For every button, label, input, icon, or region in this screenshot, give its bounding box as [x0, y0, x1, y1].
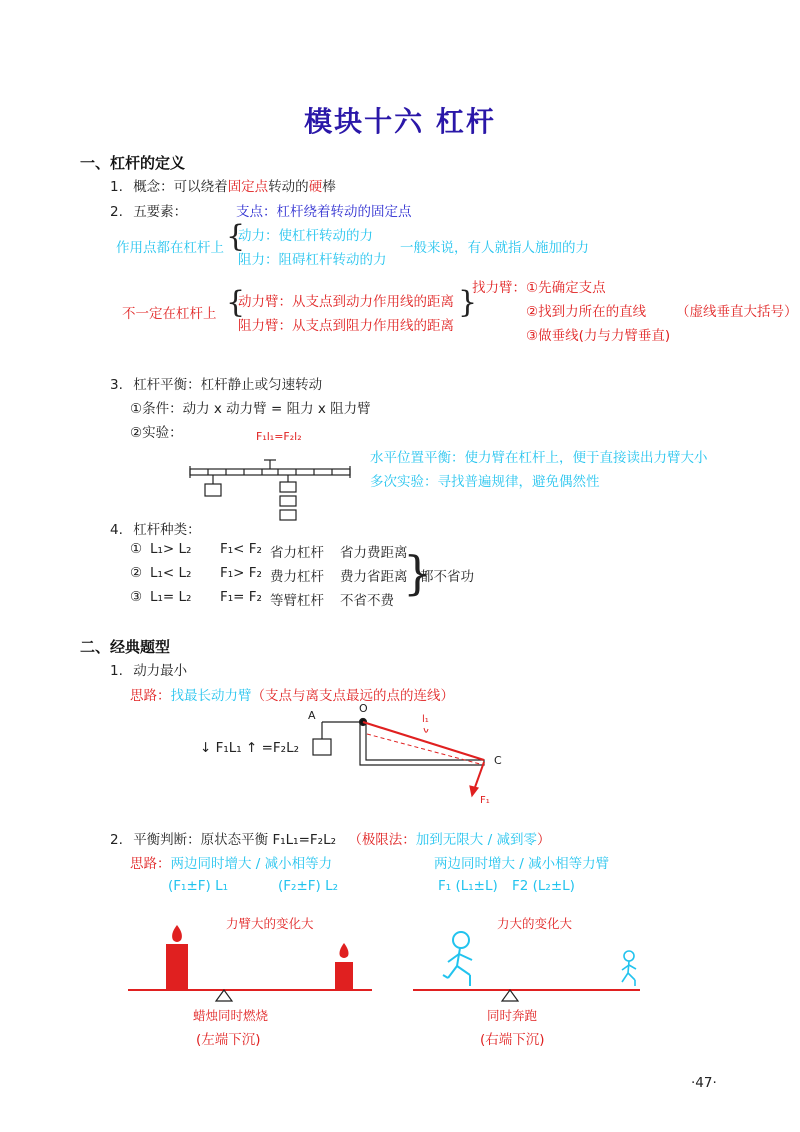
right-candle: [335, 962, 353, 990]
right-diagram-title: 力大的变化大: [497, 916, 573, 931]
find-arm-step1: ①先确定支点: [526, 280, 606, 296]
concept-fixed-point: 固定点: [227, 179, 269, 195]
item-number: 3.: [110, 377, 123, 393]
power-definition: 动力：使杠杆转动的力: [238, 228, 373, 244]
candle-lever-diagram: [128, 925, 372, 1001]
item-number: 4.: [110, 522, 123, 538]
arm-note: 不一定在杠杆上: [122, 306, 217, 322]
balance-condition: ①条件：动力 x 动力臂 = 阻力 x 阻力臂: [130, 401, 371, 417]
row-desc: 省力费距离: [340, 545, 408, 561]
item-number: 1.: [110, 179, 123, 195]
hanging-weight: [313, 739, 331, 755]
no-work-saving: 都不省功: [420, 569, 474, 585]
power-arm-definition: 动力臂：从支点到动力作用线的距离: [238, 294, 454, 310]
force-point-note: 作用点都在杠杆上: [116, 240, 224, 256]
right-f2-expression: F2 (L₂±L): [512, 878, 575, 894]
left-f2-expression: (F₂±F) L₂: [278, 878, 339, 894]
row-number: ①: [130, 541, 143, 557]
row-force: F₁< F₂: [220, 541, 262, 557]
resistance-arm-definition: 阻力臂：从支点到阻力作用线的距离: [238, 318, 454, 334]
lever-bar: [190, 469, 350, 475]
point-a-label: A: [308, 709, 316, 722]
left-weight: [205, 484, 221, 496]
force-f1-arrow: [474, 762, 484, 790]
runner-fulcrum: [502, 990, 518, 1001]
row-force: F₁= F₂: [220, 589, 262, 605]
fulcrum-text: 支点：杠杆绕着转动的固定点: [236, 204, 412, 220]
row-desc: 费力省距离: [340, 569, 408, 585]
row-number: ②: [130, 565, 143, 581]
idea-text: 找最长动力臂: [170, 688, 252, 704]
page-title: 模块十六 杠杆: [304, 105, 496, 138]
section-heading-definition: 一、杠杆的定义: [80, 154, 186, 172]
left-diagram-caption: 蜡烛同时燃烧: [193, 1008, 269, 1023]
brace-arms-right: }: [458, 285, 478, 320]
min-force-text: 动力最小: [133, 663, 188, 679]
right-runner-icon: [622, 951, 636, 986]
experiment-lever-diagram: [190, 460, 350, 520]
general-note: 一般来说，有人就指人施加的力: [400, 240, 589, 256]
resistance-definition: 阻力：阻碍杠杆转动的力: [238, 252, 387, 268]
point-c-label: C: [494, 754, 502, 767]
item-number: 2.: [110, 204, 123, 220]
balance-experiment: ②实验：: [130, 425, 183, 441]
left-diagram-title: 力臂大的变化大: [226, 916, 314, 931]
left-candle: [166, 944, 188, 990]
balance-judge-text: 平衡判断：原状态平衡 F₁L₁=F₂L₂: [133, 832, 337, 848]
limit-text: 加到无限大 / 减到零: [415, 832, 537, 848]
right-diagram-caption: 同时奔跑: [487, 1008, 538, 1023]
right-weight-3: [280, 510, 296, 520]
row-type: 等臂杠杆: [270, 593, 324, 609]
experiment-note-horizontal: 水平位置平衡：使力臂在杠杆上，便于直接读出力臂大小: [370, 450, 708, 466]
row-type: 省力杠杆: [270, 545, 324, 561]
candle-fulcrum: [216, 990, 232, 1001]
lever-types-text: 杠杆种类：: [133, 522, 201, 538]
concept-suffix: 棒: [322, 179, 336, 195]
left-diagram-result: (左端下沉): [196, 1032, 261, 1048]
experiment-note-repeat: 多次实验：寻找普遍规律，避免偶然性: [370, 474, 600, 490]
find-arm-label: 找力臂：: [472, 280, 526, 296]
find-arm-step3: ③做垂线(力与力臂垂直): [526, 328, 671, 344]
balance-text: 杠杆平衡：杠杆静止或匀速转动: [133, 377, 323, 393]
row-desc: 不省不费: [340, 593, 394, 609]
five-elements-text: 五要素：: [133, 204, 188, 220]
brace-forces: {: [226, 219, 246, 254]
left-flame-icon: [172, 925, 182, 942]
limit-close: ）: [536, 832, 551, 848]
right-diagram-result: (右端下沉): [480, 1032, 545, 1048]
min-force-diagram: [313, 719, 484, 797]
left-idea: 两边同时增大 / 减小相等力: [170, 856, 333, 872]
right-f1-expression: F₁ (L₁±L): [438, 878, 498, 894]
concept-hard: 硬: [308, 179, 323, 195]
row-type: 费力杠杆: [270, 569, 324, 585]
limit-label: 极限法：: [361, 832, 416, 848]
right-idea: 两边同时增大 / 减小相等力臂: [434, 856, 610, 872]
force-f1-label: F₁: [480, 795, 490, 806]
row-force: F₁> F₂: [220, 565, 262, 581]
experiment-formula: F₁l₁=F₂l₂: [256, 430, 302, 443]
left-f1-expression: (F₁±F) L₁: [168, 878, 229, 894]
arm-l1-label: l₁: [422, 714, 429, 725]
find-arm-step2: ②找到力所在的直线: [526, 304, 647, 320]
brace-types: }: [403, 546, 433, 600]
section-heading-problems: 二、经典题型: [80, 638, 171, 656]
row-number: ③: [130, 589, 143, 605]
min-force-formula: ↓ F₁L₁ ↑ =F₂L₂: [200, 740, 300, 756]
idea-label: 思路：: [130, 688, 171, 704]
point-o-label: O: [359, 702, 368, 715]
row-arm: L₁> L₂: [150, 541, 192, 557]
runner-lever-diagram: [413, 932, 640, 1001]
row-arm: L₁= L₂: [150, 589, 192, 605]
page-number: ·47·: [691, 1075, 717, 1091]
item-number: 2.: [110, 832, 123, 848]
bent-lever: [360, 722, 484, 765]
find-arm-step2-note: （虚线垂直大括号）: [676, 304, 798, 320]
row-arm: L₁< L₂: [150, 565, 192, 581]
force-arm-line: [363, 722, 484, 760]
item-number: 1.: [110, 663, 123, 679]
right-weight-1: [280, 482, 296, 492]
limit-open: （: [348, 832, 362, 848]
left-runner-icon: [443, 932, 472, 986]
right-weight-2: [280, 496, 296, 506]
brace-arms: {: [226, 285, 246, 320]
concept-prefix: 概念：可以绕着: [133, 179, 228, 195]
idea-label: 思路：: [130, 856, 171, 872]
idea-note: （支点与离支点最远的点的连线）: [251, 688, 454, 704]
right-flame-icon: [340, 943, 349, 958]
concept-middle: 转动的: [268, 179, 309, 195]
